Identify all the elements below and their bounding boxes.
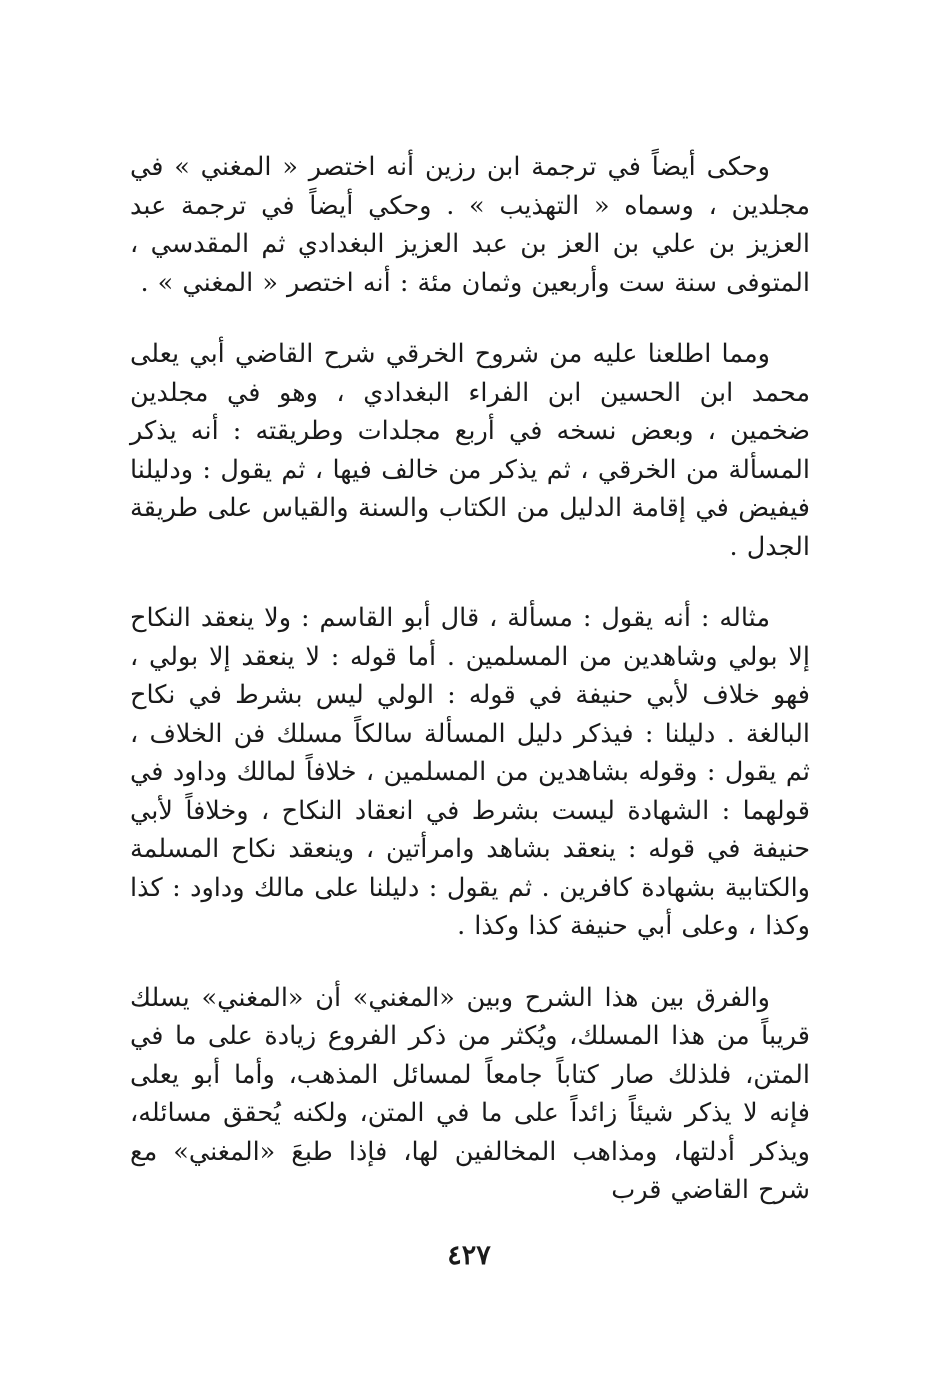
page-number: ٤٢٧ [447, 1240, 491, 1271]
page-body [130, 148, 810, 1243]
paragraph-2: ومما اطلعنا عليه من شروح الخرقي شرح القاضي أبي يعلى محمد ابن الحسين ابن الفراء البغدادي ، وهو في مجلدين ضخمين ، وبعض نسخه في أربع مجلدات وطريقته : أنه يذكر المسألة من الخرقي ، ثم يذكر من خالف فيها ، ثم يقول : ودليلنا فيفيض في إقامة الدليل من الكتاب والسنة والقياس على طريقة الجدل . [130, 339, 810, 562]
paragraph-1: وحكى أيضاً في ترجمة ابن رزين أنه اختصر « المغني » في مجلدين ، وسماه « التهذيب » . وحكي أيضاً في ترجمة عبد العزيز بن علي بن العز بن عبد العزيز البغدادي ثم المقدسي ، المتوفى سنة ست وأربعين وثمان مئة : أنه اختصر « المغني » . [130, 152, 810, 298]
paragraph-4: والفرق بين هذا الشرح وبين «المغني» أن «المغني» يسلك قريباً من هذا المسلك، ويُكثر من ذكر الفروع زيادة على ما في المتن، فلذلك صار كتاباً جامعاً لمسائل المذهب، وأما أبو يعلى فإنه لا يذكر شيئاً زائداً على ما في المتن، ولكنه يُحقق مسائله، ويذكر أدلتها، ومذاهب المخالفين لها، فإذا طبعَ «المغني» مع شرح القاضي قرب [130, 982, 810, 1205]
paragraph-3: مثاله : أنه يقول : مسألة ، قال أبو القاسم : ولا ينعقد النكاح إلا بولي وشاهدين من المسلمين . أما قوله : لا ينعقد إلا بولي ، فهو خلاف لأبي حنيفة في قوله : الولي ليس بشرط في نكاح البالغة . دليلنا : فيذكر دليل المسألة سالكاً مسلك فن الخلاف ، ثم يقول : وقوله بشاهدين من المسلمين ، خلافاً لمالك وداود في قولهما : الشهادة ليست بشرط في انعقاد النكاح ، وخلافاً لأبي حنيفة في قوله : ينعقد بشاهد وامرأتين ، وينعقد نكاح المسلمة والكتابية بشهادة كافرين . ثم يقول : دليلنا على مالك وداود : كذا وكذا ، وعلى أبي حنيفة كذا وكذا . [130, 603, 810, 941]
